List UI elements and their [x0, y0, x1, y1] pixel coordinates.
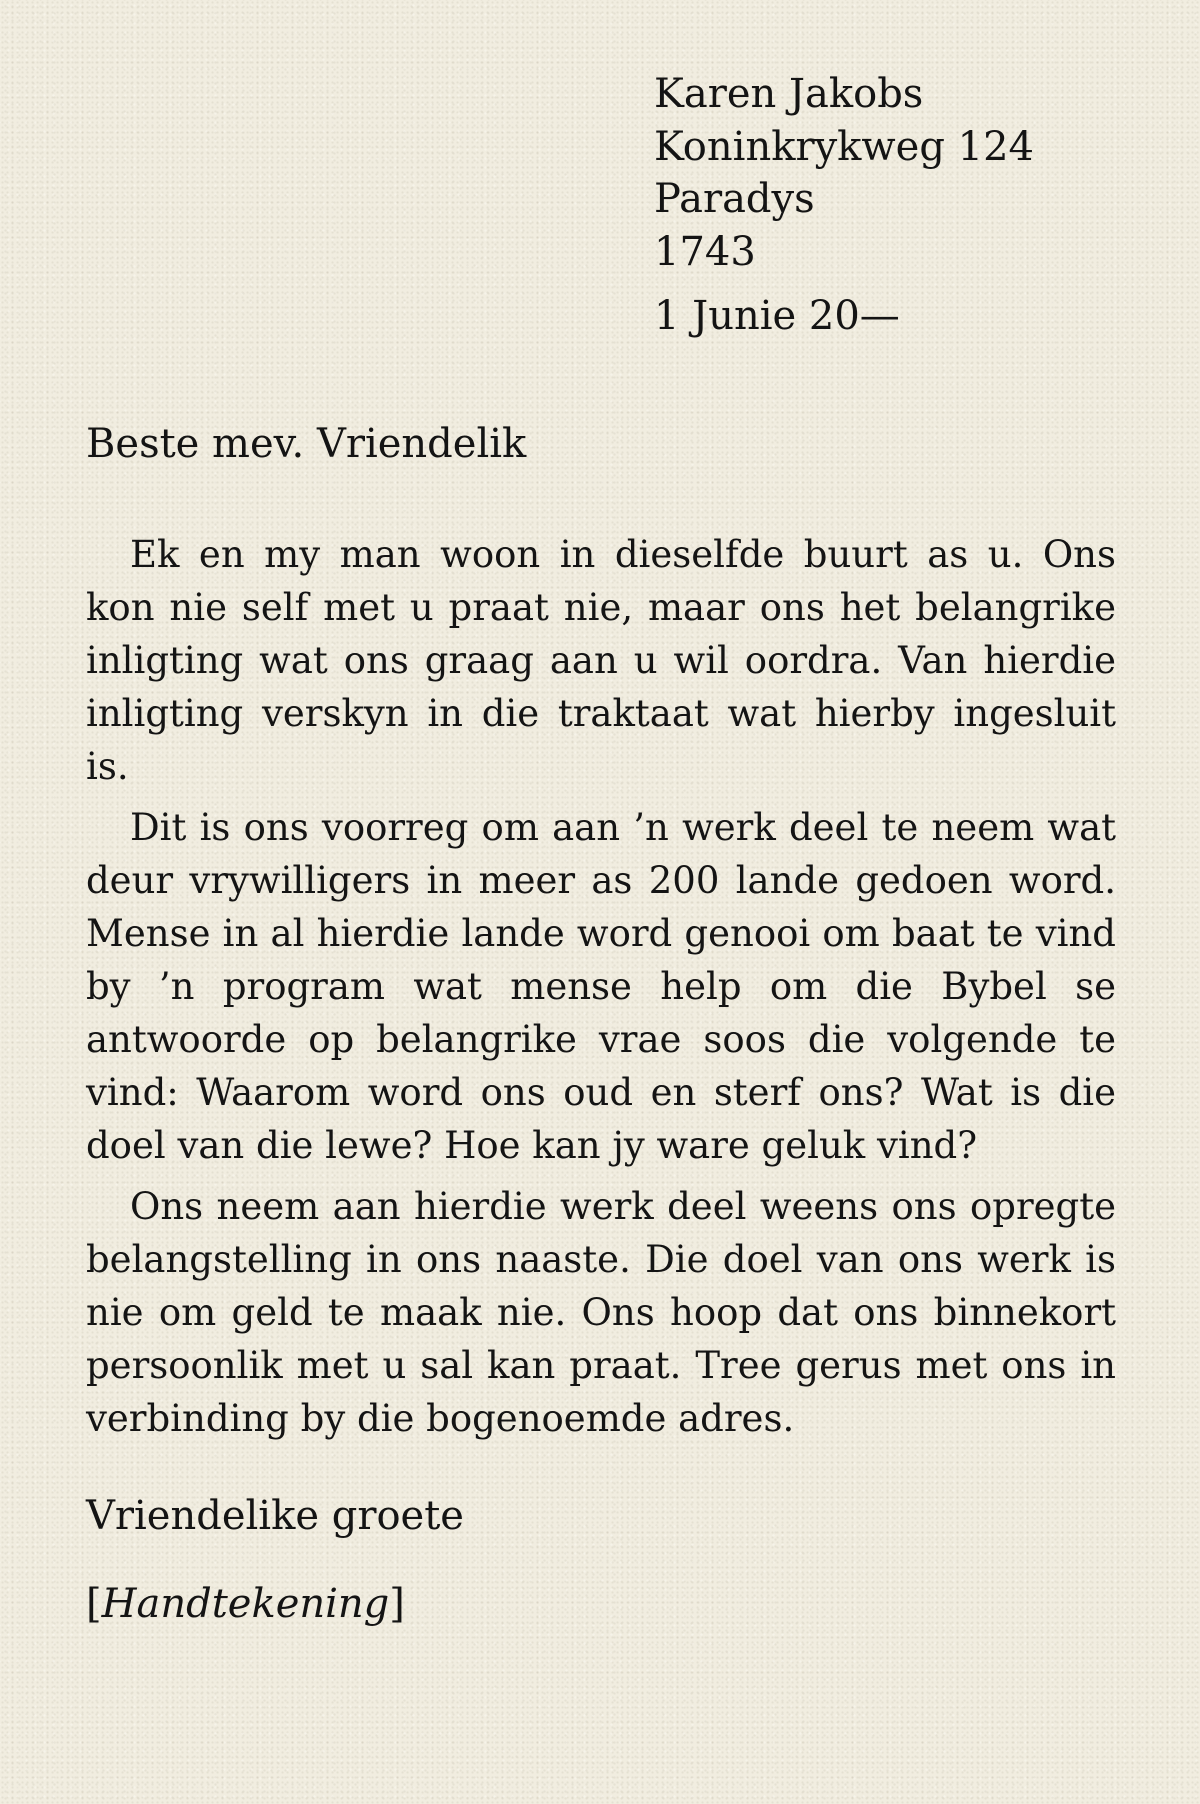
body-paragraph-3: Ons neem aan hierdie werk deel weens ons opregte belangstelling in ons naaste. Die doel van ons werk is nie om geld te maak nie. Ons hoop dat ons binnekort persoonlik met u sal kan praat. Tree gerus met ons in verbinding by die bogenoemde adres.: [86, 1185, 1116, 1440]
signature-open-bracket: [: [86, 1581, 102, 1627]
sender-postal-code: 1743: [654, 228, 756, 275]
sender-address-block: [654, 68, 1034, 278]
body-paragraph-1: Ek en my man woon in dieselfde buurt as u. Ons kon nie self met u praat nie, maar ons het belangrike inligting wat ons graag aan u wil oordra. Van hierdie inligting verskyn in die traktaat wat hierby ingesluit is.: [86, 533, 1116, 788]
sender-town: Paradys: [654, 176, 815, 222]
sender-name: Karen Jakobs: [654, 71, 924, 117]
closing-line: Vriendelike groete: [86, 1493, 464, 1539]
sender-street: Koninkrykweg 124: [654, 123, 1034, 170]
signature-label: Handtekening: [101, 1581, 390, 1627]
letter-date: 1 Junie 20—: [654, 293, 900, 339]
body-paragraph-2: Dit is ons voorreg om aan ’n werk deel te neem wat deur vrywilligers in meer as 200 lande gedoen word. Mense in al hierdie lande word genooi om baat te vind by ’n program wat mense help om die Bybel se antwoorde op belangrike vrae soos die volgende te vind: Waarom word ons oud en sterf ons? Wat is die doel van die lewe? Hoe kan jy ware geluk vind?: [86, 806, 1116, 1167]
signature-placeholder: [86, 1578, 405, 1630]
letter-body: [86, 528, 1116, 1453]
signature-close-bracket: ]: [389, 1581, 405, 1627]
salutation: Beste mev. Vriendelik: [86, 421, 527, 467]
